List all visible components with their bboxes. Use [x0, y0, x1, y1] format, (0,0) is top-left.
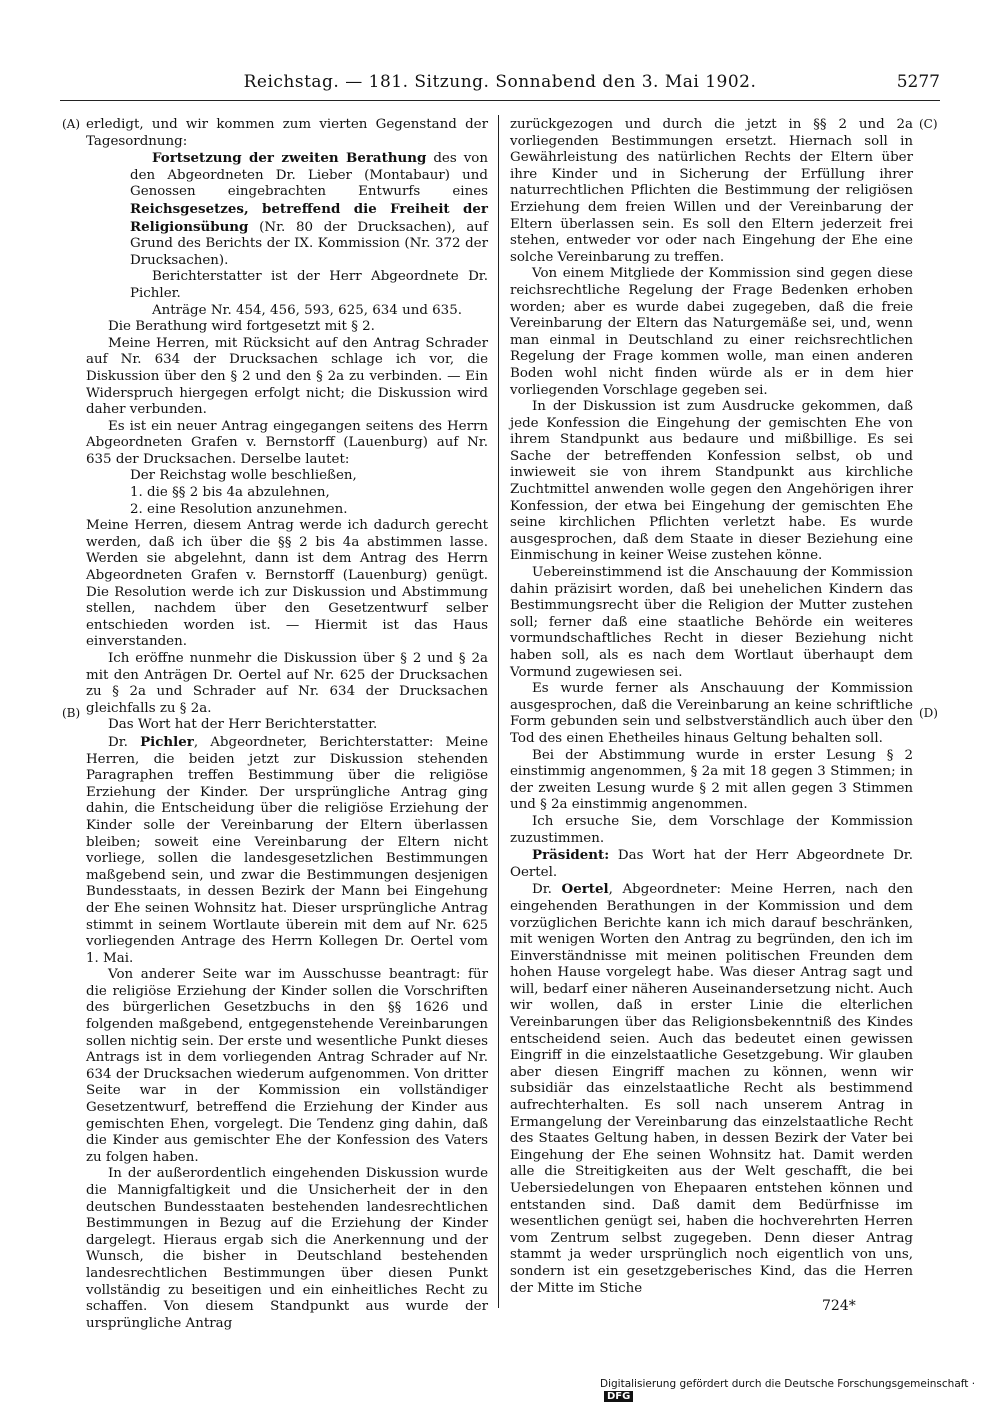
president-statement — [510, 847, 913, 881]
margin-marker-d: (D) — [919, 706, 938, 720]
margin-marker-a: (A) — [62, 117, 81, 131]
paragraph: erledigt, und wir kommen zum vierten Gegenstand der Tagesordnung: — [86, 117, 488, 149]
paragraph: zurückgezogen und durch die jetzt in §§ 2 und 2a vorliegenden Bestimmungen ersetzt. Hiernach soll in Gewährleistung des natürlichen Rechts der Eltern über ihre Kinder und in Sicherung der Erfüllung ihrer naturrechtlichen Pflichten die Bestimmung der religiösen Erziehung dem freien Willen und der Vereinbarung der Eltern überlassen sein. Es soll den Eltern jederzeit frei stehen, entweder vor oder nach Eingehung der Ehe eine solche Vereinbarung zu treffen. — [510, 117, 913, 265]
header-title: Reichstag. — 181. Sitzung. Sonnabend den 3. Mai 1902. — [243, 72, 757, 92]
paragraph: Bei der Abstimmung wurde in erster Lesung § 2 einstimmig angenommen, § 2a mit 18 gegen 3 Stimmen; in der zweiten Lesung wurde § 2 mit allen gegen 3 Stimmen und § 2a einstimmig angenommen. — [510, 747, 913, 813]
paragraph: Anträge Nr. 454, 456, 593, 625, 634 und 635. — [152, 302, 462, 318]
digitization-footer — [600, 1378, 1000, 1402]
speaker-prefix: Dr. — [532, 882, 562, 898]
agenda-law-title: Reichsgesetzes, betreffend die Freiheit der Religionsübung — [130, 200, 488, 235]
paragraph: Das Wort hat der Herr Berichterstatter. — [108, 717, 378, 733]
footer-text: Digitalisierung gefördert durch die Deutsche Forschungsgemeinschaft · — [600, 1378, 976, 1390]
header-rule — [60, 100, 940, 101]
paragraph: In der Diskussion ist zum Ausdrucke gekommen, daß jede Konfession die Eingehung der gemischten Ehe von ihrem Standpunkt aus bedaure und mißbillige. Es sei Sache der betreffenden Konfession selbst, ob und inwieweit sie von ihrem Standpunkt aus kirchliche Zuchtmittel anwenden wolle gegen den Angehörigen ihrer Konfession, der etwa bei Eingehung der gemischten Ehe seine kirchlichen Pflichten verletzt habe. Es wurde ausgesprochen, daß dem Staate in dieser Beziehung eine Einmischung in keiner Weise zustehen könne. — [510, 399, 913, 564]
speech-text: , Abgeordneter: Meine Herren, nach den eingehenden Berathungen in der Kommission und dem vorzüglichen Berichte kann ich mich darauf beschränken, mit wenigen Worten den Antrag zu begründen, den ich im Einverständnisse mit meinen politischen Freunden dem hohen Hause vorgelegt habe. Was dieser Antrag sagt und will, bedarf einer näheren Auseinandersetzung nicht. Auch wir wollen, daß in erster Linie die elterlichen Vereinbarungen über das Religionsbekenntniß des Kindes entscheidend seien. Auch das bedeutet einen gewissen Eingriff in die einzelstaatliche Gesetzgebung. Wir glauben aber diesen Eingriff machen zu können, wenn wir subsidiär das einzelstaatliche Recht als bestimmend aufrechterhalten. Es soll nach unserem Antrag in Ermangelung der Vereinbarung das einzelstaatliche Recht des Staates Geltung haben, in dessen Bezirk der Vater bei Eingehung der Ehe seinen Wohnsitz hat. Damit werden alle die Streitigkeiten aus der Welt geschafft, die bei Uebersiedelungen von Ehepaaren entstehen können und entstanden sind. Daß damit dem Bedürfnisse im wesentlichen genügt sei, haben die hochverehrten Herren vom Zentrum selbst zugegeben. Denn dieser Antrag stammt ja weder ursprünglich noch eigentlich von uns, sondern ist ein gesetzgeberisches Kind, das die Herren der Mitte im Stiche — [510, 882, 913, 1296]
speech-oertel — [510, 881, 913, 1297]
agenda-item — [86, 150, 488, 269]
list-item: 1. die §§ 2 bis 4a abzulehnen, — [130, 485, 330, 501]
paragraph: Es wurde ferner als Anschauung der Kommission ausgesprochen, daß die Vereinbarung an keine schriftliche Form gebunden sein und selbstverständlich auch über den Tod des einen Ehetheiles hinaus Geltung behalten soll. — [510, 681, 913, 746]
speech-text: Das Wort hat der Herr Abgeordnete Dr. Oertel. — [510, 848, 913, 880]
left-column — [86, 117, 488, 1332]
list-item: 2. eine Resolution anzunehmen. — [130, 501, 348, 517]
paragraph: Ich eröffne nunmehr die Diskussion über § 2 und § 2a mit den Anträgen Dr. Oertel auf Nr. 625 der Drucksachen zu § 2a und Schrader auf Nr. 634 der Drucksachen gleichfalls zu § 2a. — [86, 651, 488, 716]
column-divider — [498, 115, 499, 1308]
paragraph: Der Reichstag wolle beschließen, — [130, 468, 357, 484]
paragraph: Meine Herren, mit Rücksicht auf den Antrag Schrader auf Nr. 634 der Drucksachen schlage ich vor, die Diskussion über den § 2 und den § 2a zu verbinden. — Ein Widerspruch hiergegen erfolgt nicht; die Diskussion wird daher verbunden. — [86, 335, 488, 418]
paragraph: Meine Herren, diesem Antrag werde ich dadurch gerecht werden, daß ich über die §§ 2 bis 4a abstimmen lasse. Werden sie abgelehnt, dann ist dem Antrag des Herrn Abgeordneten Grafen v. Bernstorff (Lauenburg) genügt. Die Resolution werde ich zur Diskussion und Abstimmung stellen, nachdem über den Gesetzentwurf selber entschieden worden ist. — Hiermit ist das Haus einverstanden. — [86, 518, 488, 650]
speech-pichler — [86, 734, 488, 967]
speaker-name: Oertel — [561, 881, 609, 898]
dfg-logo: DFG — [604, 1391, 633, 1402]
paragraph: Uebereinstimmend ist die Anschauung der Kommission dahin präzisirt worden, daß bei unehelichen Kindern das Bestimmungsrecht über die Religion der Mutter zustehen soll; ferner daß eine staatliche Behörde ein weiteres vormundschaftliches Recht in dieser Beziehung nicht haben soll, als es nach dem Wortlaut überhaupt dem Vormund zugewiesen sei. — [510, 565, 913, 680]
agenda-title: Fortsetzung der zweiten Berathung — [152, 150, 427, 167]
paragraph: Berichterstatter ist der Herr Abgeordnete Dr. Pichler. — [130, 269, 488, 301]
speech-text: , Abgeordneter, Berichterstatter: Meine Herren, die beiden jetzt zur Diskussion stehenden Paragraphen treffen Bestimmung über die religiöse Erziehung der Kinder. Der ursprüngliche Antrag ging dahin, die Entscheidung über die religiöse Erziehung der Kinder solle der Vereinbarung der Eltern überlassen bleiben; soweit eine Vereinbarung der Eltern nicht vorliege, sollen die landesgesetzlichen Bestimmungen maßgebend sein, und zwar die Bestimmungen desjenigen Bundesstaats, in dessen Bezirk der Mann bei Eingehung der Ehe seinen Wohnsitz hat. Dieser ursprüngliche Antrag stimmt in seinem Wortlaute überein mit dem auf Nr. 625 vorliegenden Antrage des Herrn Kollegen Dr. Oertel vom 1. Mai. — [86, 734, 489, 966]
speaker-name: Präsident: — [532, 847, 610, 864]
page-number: 5277 — [896, 72, 940, 92]
speaker-name: Pichler — [140, 733, 194, 750]
paragraph: Von anderer Seite war im Ausschusse beantragt: für die religiöse Erziehung der Kinder sollen die Vorschriften des bürgerlichen Gesetzbuchs in den §§ 1626 und folgenden maßgebend, entgegenstehende Vereinbarungen sollen nichtig sein. Der erste und wesentliche Punkt dieses Antrags ist in dem vorliegenden Antrag Schrader auf Nr. 634 der Drucksachen wiederum aufgenommen. Von dritter Seite war in der Kommission ein vollständiger Gesetzentwurf, betreffend die Erziehung der Kinder aus gemischten Ehen, vorgelegt. Die Tendenz ging dahin, daß die Kinder aus gemischter Ehe der Konfession des Vaters zu folgen haben. — [86, 967, 488, 1165]
paragraph: Es ist ein neuer Antrag eingegangen seitens des Herrn Abgeordneten Grafen v. Bernstorff (Lauenburg) auf Nr. 635 der Drucksachen. Derselbe lautet: — [86, 418, 488, 467]
right-column — [510, 117, 913, 1297]
paragraph: Die Berathung wird fortgesetzt mit § 2. — [108, 319, 375, 335]
paragraph: Von einem Mitgliede der Kommission sind gegen diese reichsrechtliche Regelung der Frage Bedenken erhoben worden; aber es wurde dabei zugegeben, daß die freie Vereinbarung der Eltern das Naturgemäße sei, und, wenn man einmal in Deutschland zu einer reichsrechtlichen Regelung der Frage kommen wolle, man einen anderen Boden wohl nicht finden würde als er in dem hier vorliegenden Vorschlage gegeben sei. — [510, 266, 913, 398]
paragraph: In der außerordentlich eingehenden Diskussion wurde die Mannigfaltigkeit und die Unsicherheit der in den deutschen Bundesstaaten bestehenden landesrechtlichen Bestimmungen in Bezug auf die Erziehung der Kinder dargelegt. Hieraus ergab sich die Anerkennung und der Wunsch, die bisher in Deutschland bestehenden landesrechtlichen Bestimmungen über diesen Punkt vollständig zu beseitigen und ein einheitliches Recht zu schaffen. Von diesem Standpunkt aus wurde der ursprüngliche Antrag — [86, 1166, 488, 1331]
speaker-prefix: Dr. — [108, 734, 141, 750]
page-header — [60, 72, 940, 100]
margin-marker-b: (B) — [62, 706, 81, 720]
paragraph: Ich ersuche Sie, dem Vorschlage der Kommission zuzustimmen. — [510, 813, 913, 846]
signature-mark: 724* — [822, 1298, 856, 1314]
agenda-text: des von den Abgeordneten Dr. Lieber (Montabaur) und Genossen eingebrachten Entwurfs eines — [130, 151, 488, 200]
margin-marker-c: (C) — [919, 117, 938, 131]
agenda-text-2: (Nr. 80 der Drucksachen), auf Grund des Berichts der IX. Kommission (Nr. 372 der Drucksachen). — [130, 219, 488, 268]
